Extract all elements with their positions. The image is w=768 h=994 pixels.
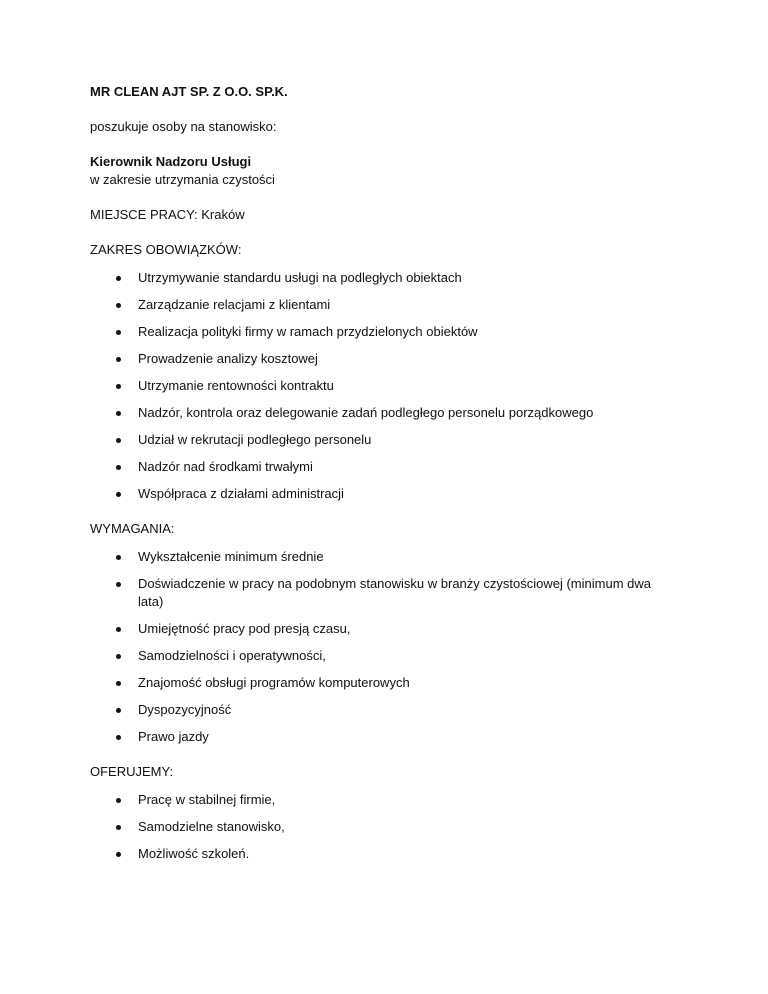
bullet-icon	[116, 492, 121, 497]
position-title: Kierownik Nadzoru Usługi	[90, 154, 252, 169]
bullet-icon	[116, 465, 121, 470]
list-item-text: Prowadzenie analizy kosztowej	[138, 351, 318, 366]
requirements-heading: WYMAGANIA:	[90, 521, 175, 536]
list-item-text: Samodzielne stanowisko,	[138, 819, 285, 834]
list-item	[90, 458, 658, 476]
list-item	[90, 845, 658, 863]
bullet-icon	[116, 798, 121, 803]
list-item	[90, 575, 658, 611]
list-item-text: Dyspozycyjność	[138, 702, 232, 717]
bullet-icon	[116, 384, 121, 389]
bullet-icon	[116, 303, 121, 308]
intro-text: poszukuje osoby na stanowisko:	[90, 119, 277, 134]
duties-list	[90, 269, 690, 503]
list-item	[90, 728, 658, 746]
list-item	[90, 431, 658, 449]
list-item	[90, 791, 658, 809]
list-item	[90, 323, 658, 341]
work-location: MIEJSCE PRACY: Kraków	[90, 207, 245, 222]
bullet-icon	[116, 708, 121, 713]
list-item-text: Pracę w stabilnej firmie,	[138, 792, 276, 807]
list-item-text: Samodzielności i operatywności,	[138, 648, 326, 663]
list-item-text: Nadzór nad środkami trwałymi	[138, 459, 313, 474]
list-item-text: Możliwość szkoleń.	[138, 846, 250, 861]
bullet-icon	[116, 555, 121, 560]
offer-heading: OFERUJEMY:	[90, 764, 174, 779]
list-item	[90, 620, 658, 638]
list-item-text: Udział w rekrutacji podległego personelu	[138, 432, 372, 447]
position-subtitle: w zakresie utrzymania czystości	[90, 172, 275, 187]
list-item-text: Prawo jazdy	[138, 729, 209, 744]
list-item	[90, 269, 658, 287]
list-item	[90, 377, 658, 395]
duties-heading: ZAKRES OBOWIĄZKÓW:	[90, 242, 242, 257]
position-block	[90, 153, 690, 189]
list-item-text: Współpraca z działami administracji	[138, 486, 344, 501]
list-item-text: Doświadczenie w pracy na podobnym stanowisku w branży czystościowej (minimum dwa lata)	[138, 576, 651, 609]
bullet-icon	[116, 330, 121, 335]
bullet-icon	[116, 681, 121, 686]
bullet-icon	[116, 276, 121, 281]
list-item-text: Zarządzanie relacjami z klientami	[138, 297, 331, 312]
company-name: MR CLEAN AJT SP. Z O.O. SP.K.	[90, 84, 288, 99]
bullet-icon	[116, 411, 121, 416]
list-item	[90, 548, 658, 566]
requirements-list	[90, 548, 690, 746]
list-item	[90, 350, 658, 368]
list-item	[90, 404, 658, 422]
offer-list	[90, 791, 690, 863]
list-item	[90, 296, 658, 314]
list-item-text: Wykształcenie minimum średnie	[138, 549, 324, 564]
document-page	[90, 83, 690, 880]
bullet-icon	[116, 627, 121, 632]
list-item-text: Znajomość obsługi programów komputerowych	[138, 675, 410, 690]
bullet-icon	[116, 438, 121, 443]
bullet-icon	[116, 825, 121, 830]
list-item	[90, 818, 658, 836]
list-item	[90, 674, 658, 692]
bullet-icon	[116, 582, 121, 587]
bullet-icon	[116, 654, 121, 659]
list-item-text: Utrzymywanie standardu usługi na podległych obiektach	[138, 270, 462, 285]
list-item	[90, 701, 658, 719]
list-item-text: Utrzymanie rentowności kontraktu	[138, 378, 334, 393]
list-item	[90, 485, 658, 503]
bullet-icon	[116, 852, 121, 857]
list-item	[90, 647, 658, 665]
list-item-text: Nadzór, kontrola oraz delegowanie zadań podległego personelu porządkowego	[138, 405, 594, 420]
bullet-icon	[116, 735, 121, 740]
list-item-text: Realizacja polityki firmy w ramach przydzielonych obiektów	[138, 324, 478, 339]
bullet-icon	[116, 357, 121, 362]
list-item-text: Umiejętność pracy pod presją czasu,	[138, 621, 351, 636]
